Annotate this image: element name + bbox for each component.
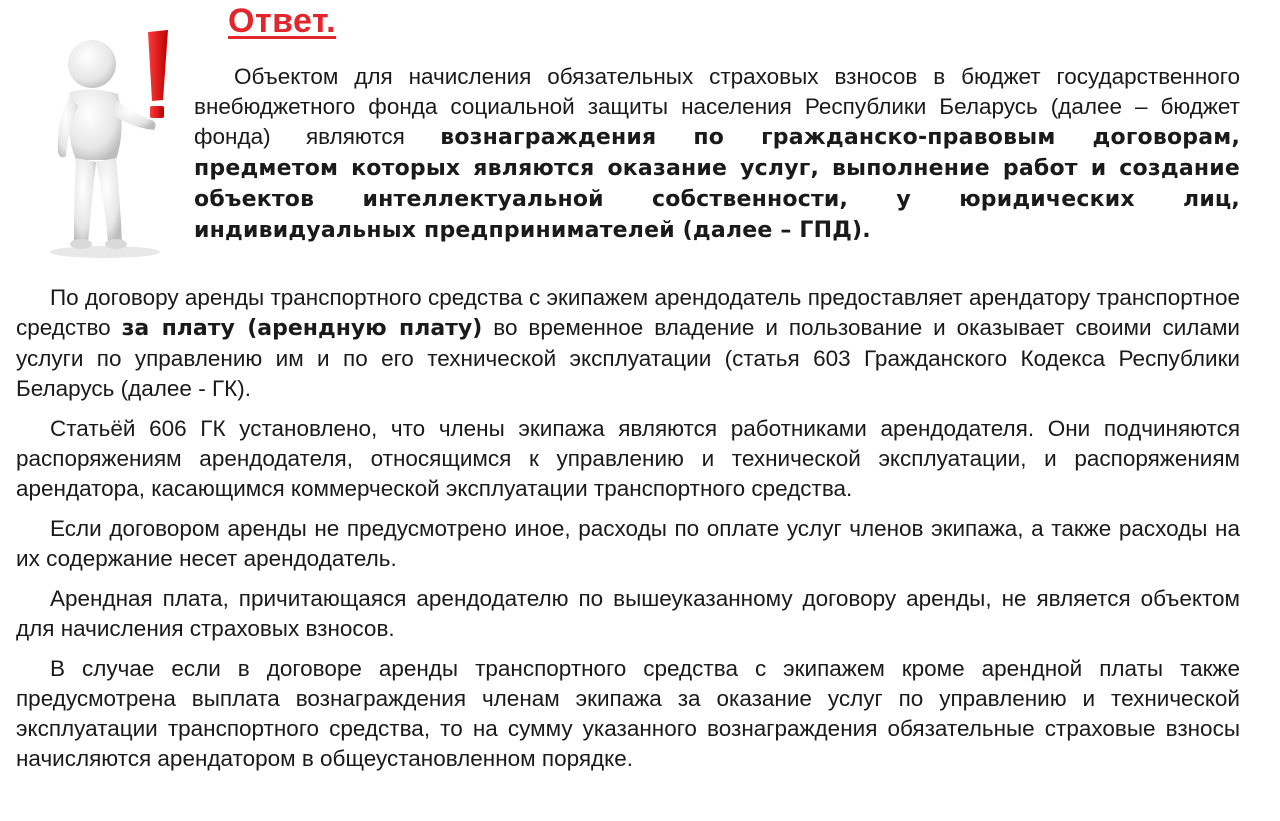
paragraph-1-text-a: По договору аренды транспортного средства с экипажем арендодатель предоставляет арендатору транспортное средство xyxy=(16,285,1240,340)
paragraph-1-bold: за плату (арендную плату) xyxy=(121,316,483,341)
answer-title: Ответ. xyxy=(228,2,337,40)
intro-paragraph xyxy=(194,62,1240,246)
body-paragraphs xyxy=(16,283,1240,784)
intro-bold-text: вознаграждения по гражданско-правовым договорам, предметом которых являются оказание услуг, выполнение работ и создание объектов интеллектуальной собственности, у юридических лиц, индивидуальных предпринимателей (далее – ГПД). xyxy=(194,125,1240,243)
paragraph-rental-contract xyxy=(16,283,1240,404)
person-with-exclamation-icon xyxy=(30,20,190,260)
paragraph-1-text-b: во временное владение и пользование и оказывает своими силами услуги по управлению им и по его технической эксплуатации (статья 603 Гражданского Кодекса Республики Беларусь (далее - ГК). xyxy=(16,315,1240,401)
paragraph-crew-members: Статьёй 606 ГК установлено, что члены экипажа являются работниками арендодателя. Они подчиняются распоряжениям арендодателя, относящимся к управлению и технической эксплуатации, и распоряжениям арендатора, касающимся коммерческой эксплуатации транспортного средства. xyxy=(16,416,1240,501)
paragraph-crew-expenses: Если договором аренды не предусмотрено иное, расходы по оплате услуг членов экипажа, а также расходы на их содержание несет арендодатель. xyxy=(16,516,1240,571)
intro-text: Объектом для начисления обязательных страховых взносов в бюджет государственного внебюджетного фонда социальной защиты населения Республики Беларусь (далее – бюджет фонда) являются xyxy=(194,64,1240,149)
paragraph-rental-payment: Арендная плата, причитающаяся арендодателю по вышеуказанному договору аренды, не является объектом для начисления страховых взносов. xyxy=(16,586,1240,641)
paragraph-remuneration: В случае если в договоре аренды транспортного средства с экипажем кроме арендной платы также предусмотрена выплата вознаграждения членам экипажа за оказание услуг по управлению и технической эксплуатации транспортного средства, то на сумму указанного вознаграждения обязательные страховые взносы начисляются арендатором в общеустановленном порядке. xyxy=(16,656,1240,771)
